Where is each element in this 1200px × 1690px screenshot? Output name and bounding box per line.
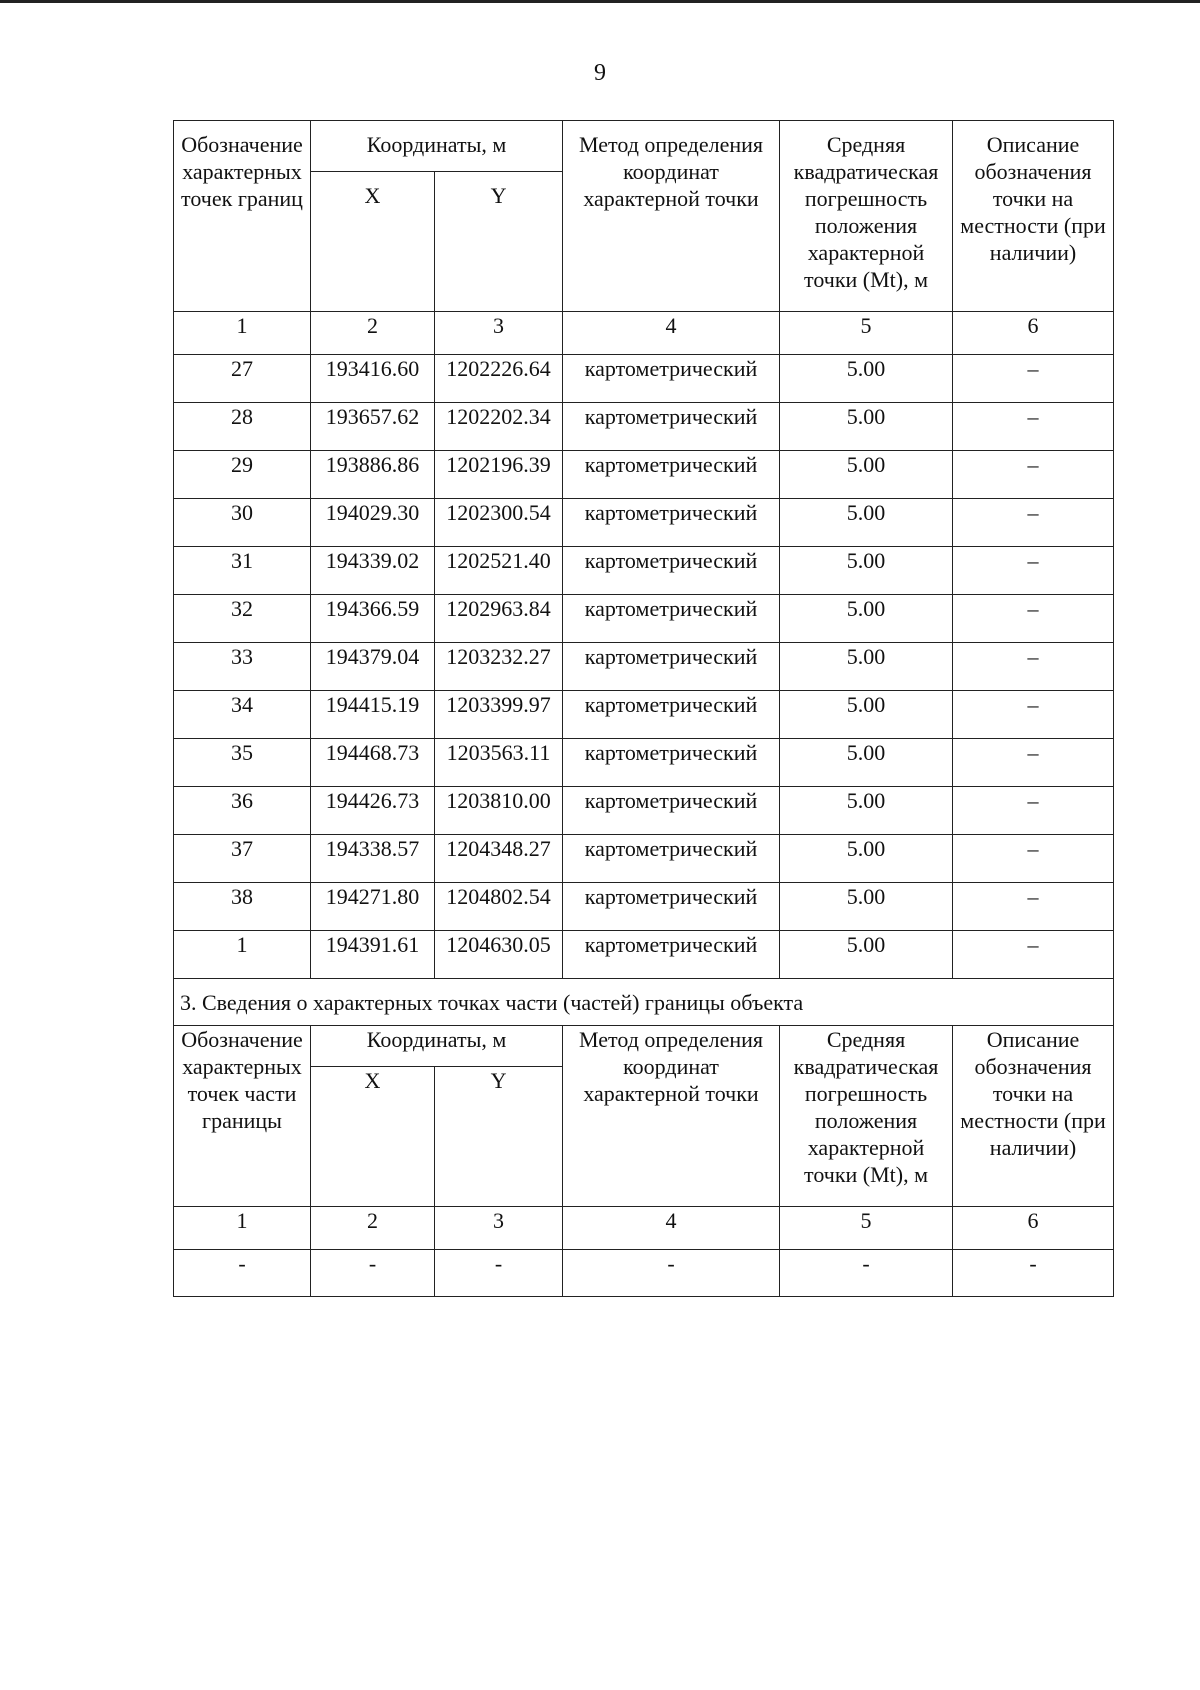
x-coordinate-cell: 193657.62 xyxy=(311,403,435,451)
column-number: 3 xyxy=(435,1207,563,1250)
column-number: 1 xyxy=(174,1207,311,1250)
mean-error-cell: 5.00 xyxy=(780,835,953,883)
mean-error-cell: 5.00 xyxy=(780,499,953,547)
y-coordinate-cell: 1203399.97 xyxy=(435,691,563,739)
method-cell: картометрический xyxy=(563,403,780,451)
x-coordinate-cell: 193886.86 xyxy=(311,451,435,499)
description-cell: – xyxy=(953,499,1114,547)
description-cell: – xyxy=(953,595,1114,643)
method-cell: картометрический xyxy=(563,739,780,787)
table-row xyxy=(174,547,1114,595)
y-coordinate-cell: 1202300.54 xyxy=(435,499,563,547)
section3-column-number-row xyxy=(174,1207,1114,1250)
y-coordinate-cell: 1204348.27 xyxy=(435,835,563,883)
method-cell: картометрический xyxy=(563,451,780,499)
mean-error-cell: 5.00 xyxy=(780,547,953,595)
y-coordinate-cell: 1203563.11 xyxy=(435,739,563,787)
method-cell: картометрический xyxy=(563,355,780,403)
point-number-cell: 33 xyxy=(174,643,311,691)
header-description: Описание обозначения точки на местности (при наличии) xyxy=(953,121,1114,312)
point-number-cell: 30 xyxy=(174,499,311,547)
method-cell: картометрический xyxy=(563,499,780,547)
description-cell: – xyxy=(953,883,1114,931)
point-number-cell: 27 xyxy=(174,355,311,403)
point-number-cell: 1 xyxy=(174,931,311,979)
y-coordinate-cell: 1204630.05 xyxy=(435,931,563,979)
table-row xyxy=(174,835,1114,883)
point-number-cell: 38 xyxy=(174,883,311,931)
header-mean-error: Средняя квадратическая погрешность положения характерной точки (Mt), м xyxy=(780,121,953,312)
top-border-line xyxy=(0,0,1200,3)
y-coordinate-cell: 1203810.00 xyxy=(435,787,563,835)
table-row xyxy=(174,403,1114,451)
section3-header-description: Описание обозначения точки на местности (при наличии) xyxy=(953,1026,1114,1207)
description-cell: – xyxy=(953,355,1114,403)
description-cell: – xyxy=(953,835,1114,883)
header-y: Y xyxy=(435,172,563,312)
table-row xyxy=(174,883,1114,931)
mean-error-cell: 5.00 xyxy=(780,931,953,979)
table-row xyxy=(174,355,1114,403)
x-coordinate-cell: 194391.61 xyxy=(311,931,435,979)
point-number-cell: 35 xyxy=(174,739,311,787)
column-number: 2 xyxy=(311,312,435,355)
method-cell: картометрический xyxy=(563,547,780,595)
point-number-cell: 28 xyxy=(174,403,311,451)
method-cell: картометрический xyxy=(563,691,780,739)
column-number: 4 xyxy=(563,312,780,355)
description-cell: – xyxy=(953,739,1114,787)
mean-error-cell: 5.00 xyxy=(780,739,953,787)
mean-error-cell: 5.00 xyxy=(780,451,953,499)
boundary-points-document xyxy=(173,120,1113,1297)
header-point-designation: Обозначение характерных точек границ xyxy=(174,121,311,312)
column-number-row xyxy=(174,312,1114,355)
method-cell: картометрический xyxy=(563,883,780,931)
empty-cell: - xyxy=(174,1250,311,1297)
y-coordinate-cell: 1202226.64 xyxy=(435,355,563,403)
section3-header-point-designation: Обозначение характерных точек части границы xyxy=(174,1026,311,1207)
point-number-cell: 29 xyxy=(174,451,311,499)
boundary-points-table xyxy=(173,120,1114,1297)
y-coordinate-cell: 1202963.84 xyxy=(435,595,563,643)
y-coordinate-cell: 1202196.39 xyxy=(435,451,563,499)
mean-error-cell: 5.00 xyxy=(780,643,953,691)
mean-error-cell: 5.00 xyxy=(780,595,953,643)
column-number: 1 xyxy=(174,312,311,355)
x-coordinate-cell: 194338.57 xyxy=(311,835,435,883)
x-coordinate-cell: 194339.02 xyxy=(311,547,435,595)
table-row xyxy=(174,691,1114,739)
method-cell: картометрический xyxy=(563,595,780,643)
x-coordinate-cell: 194426.73 xyxy=(311,787,435,835)
column-number: 2 xyxy=(311,1207,435,1250)
column-number: 3 xyxy=(435,312,563,355)
point-number-cell: 34 xyxy=(174,691,311,739)
description-cell: – xyxy=(953,931,1114,979)
table-row xyxy=(174,499,1114,547)
x-coordinate-cell: 194468.73 xyxy=(311,739,435,787)
table-row xyxy=(174,451,1114,499)
point-number-cell: 36 xyxy=(174,787,311,835)
empty-cell: - xyxy=(953,1250,1114,1297)
description-cell: – xyxy=(953,691,1114,739)
table-row xyxy=(174,787,1114,835)
method-cell: картометрический xyxy=(563,835,780,883)
description-cell: – xyxy=(953,547,1114,595)
section3-header-mean-error: Средняя квадратическая погрешность положения характерной точки (Mt), м xyxy=(780,1026,953,1207)
empty-cell: - xyxy=(311,1250,435,1297)
description-cell: – xyxy=(953,403,1114,451)
mean-error-cell: 5.00 xyxy=(780,691,953,739)
section3-header-x: X xyxy=(311,1067,435,1207)
description-cell: – xyxy=(953,643,1114,691)
mean-error-cell: 5.00 xyxy=(780,355,953,403)
y-coordinate-cell: 1203232.27 xyxy=(435,643,563,691)
x-coordinate-cell: 194379.04 xyxy=(311,643,435,691)
table-row xyxy=(174,595,1114,643)
column-number: 5 xyxy=(780,312,953,355)
x-coordinate-cell: 194415.19 xyxy=(311,691,435,739)
empty-cell: - xyxy=(780,1250,953,1297)
y-coordinate-cell: 1202521.40 xyxy=(435,547,563,595)
description-cell: – xyxy=(953,787,1114,835)
header-x: X xyxy=(311,172,435,312)
table-row xyxy=(174,931,1114,979)
header-coordinates: Координаты, м xyxy=(311,121,563,172)
column-number: 5 xyxy=(780,1207,953,1250)
section3-header-coordinates: Координаты, м xyxy=(311,1026,563,1067)
x-coordinate-cell: 193416.60 xyxy=(311,355,435,403)
section3-empty-row xyxy=(174,1250,1114,1297)
empty-cell: - xyxy=(563,1250,780,1297)
method-cell: картометрический xyxy=(563,643,780,691)
method-cell: картометрический xyxy=(563,931,780,979)
x-coordinate-cell: 194271.80 xyxy=(311,883,435,931)
section3-header-y: Y xyxy=(435,1067,563,1207)
header-method: Метод определения координат характерной точки xyxy=(563,121,780,312)
point-number-cell: 32 xyxy=(174,595,311,643)
column-number: 6 xyxy=(953,1207,1114,1250)
y-coordinate-cell: 1204802.54 xyxy=(435,883,563,931)
column-number: 6 xyxy=(953,312,1114,355)
method-cell: картометрический xyxy=(563,787,780,835)
point-number-cell: 37 xyxy=(174,835,311,883)
table-row xyxy=(174,739,1114,787)
x-coordinate-cell: 194366.59 xyxy=(311,595,435,643)
point-number-cell: 31 xyxy=(174,547,311,595)
mean-error-cell: 5.00 xyxy=(780,883,953,931)
page-number: 9 xyxy=(594,60,606,86)
mean-error-cell: 5.00 xyxy=(780,787,953,835)
table-row xyxy=(174,643,1114,691)
y-coordinate-cell: 1202202.34 xyxy=(435,403,563,451)
description-cell: – xyxy=(953,451,1114,499)
section-3-title: 3. Сведения о характерных точках части (частей) границы объекта xyxy=(174,979,1114,1026)
mean-error-cell: 5.00 xyxy=(780,403,953,451)
section3-header-method: Метод определения координат характерной точки xyxy=(563,1026,780,1207)
empty-cell: - xyxy=(435,1250,563,1297)
x-coordinate-cell: 194029.30 xyxy=(311,499,435,547)
column-number: 4 xyxy=(563,1207,780,1250)
